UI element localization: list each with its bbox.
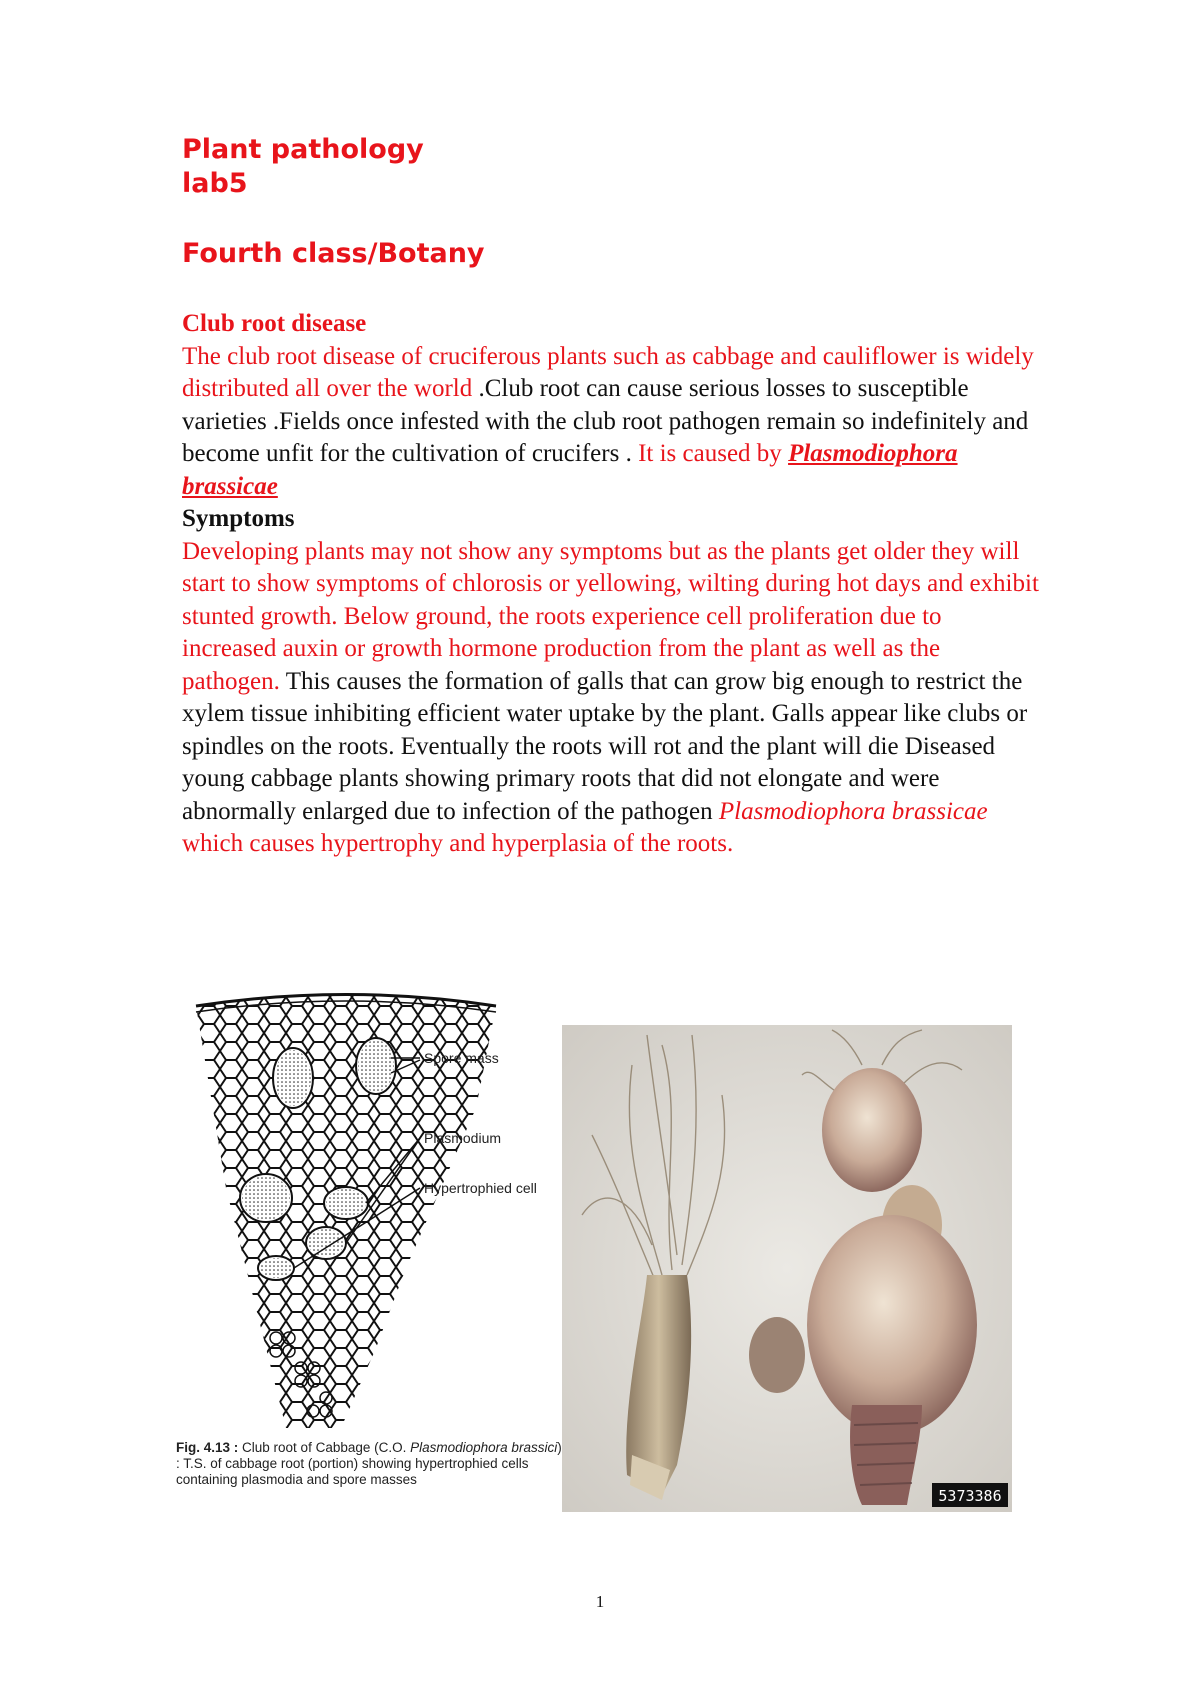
- pathogen-name: Plasmodiophora brassicae: [182, 440, 958, 500]
- class-heading: Fourth class/Botany: [182, 238, 485, 269]
- club-root-detail: .Club root can cause serious losses to susceptible varieties .Fields once infested with the club root pathogen remain so indefinitely and become unfit for the cultivation of crucifers .: [182, 375, 1029, 467]
- root-section-drawing: [176, 988, 562, 1508]
- symptoms-red-text: Developing plants may not show any symptoms but as the plants get older they will start to show symptoms of chlorosis or yellowing, wilting during hot days and exhibit stunted growth. Below ground, the roots experience cell proliferation due to increased auxin or growth hormone production from the plant as well as the pathogen.: [182, 537, 1039, 695]
- caption-italic: Plasmodiophora brassici: [410, 1440, 558, 1455]
- caption-text-b: ) : T.S. of cabbage root (portion) showing hypertrophied cells containing plasmodia and spore masses: [176, 1440, 562, 1487]
- symptoms-paragraph: [182, 536, 1042, 861]
- caption-text-a: Club root of Cabbage (C.O.: [238, 1440, 411, 1455]
- photo-id-label: 5373386: [938, 1487, 1002, 1505]
- figure-caption: [176, 1440, 566, 1488]
- clubroot-photo: [562, 1025, 1012, 1512]
- club-root-intro: The club root disease of cruciferous plants such as cabbage and cauliflower is widely distributed all over the world: [182, 342, 1034, 402]
- label-spore-mass: Spore mass: [424, 1050, 499, 1066]
- caption-label: Fig. 4.13 :: [176, 1440, 239, 1455]
- body-text: [182, 308, 1042, 861]
- club-root-paragraph: [182, 341, 1042, 504]
- symptoms-heading: Symptoms: [182, 505, 295, 532]
- symptoms-end-text: which causes hypertrophy and hyperplasia of the roots.: [182, 830, 734, 857]
- doc-title-line1: Plant pathology: [182, 134, 424, 165]
- symptoms-pathogen: Plasmodiophora brassicae: [718, 797, 988, 825]
- doc-title-line2: lab5: [182, 168, 248, 199]
- label-plasmodium: Plasmodium: [424, 1130, 502, 1146]
- club-root-heading: Club root disease: [182, 310, 367, 337]
- page-number: 1: [595, 1592, 605, 1611]
- label-hypertrophied-cell: Hypertrophied cell: [424, 1180, 537, 1196]
- caused-by-text: It is caused by: [631, 440, 789, 467]
- symptoms-black-text: This causes the formation of galls that can grow big enough to restrict the xylem tissue inhibiting efficient water uptake by the plant. Galls appear like clubs or spindles on the roots. Eventually the roots will rot and the plant will die Diseased young cabbage plants showing primary roots that did not elongate and were abnormally enlarged due to infection of the pathogen: [182, 667, 1028, 825]
